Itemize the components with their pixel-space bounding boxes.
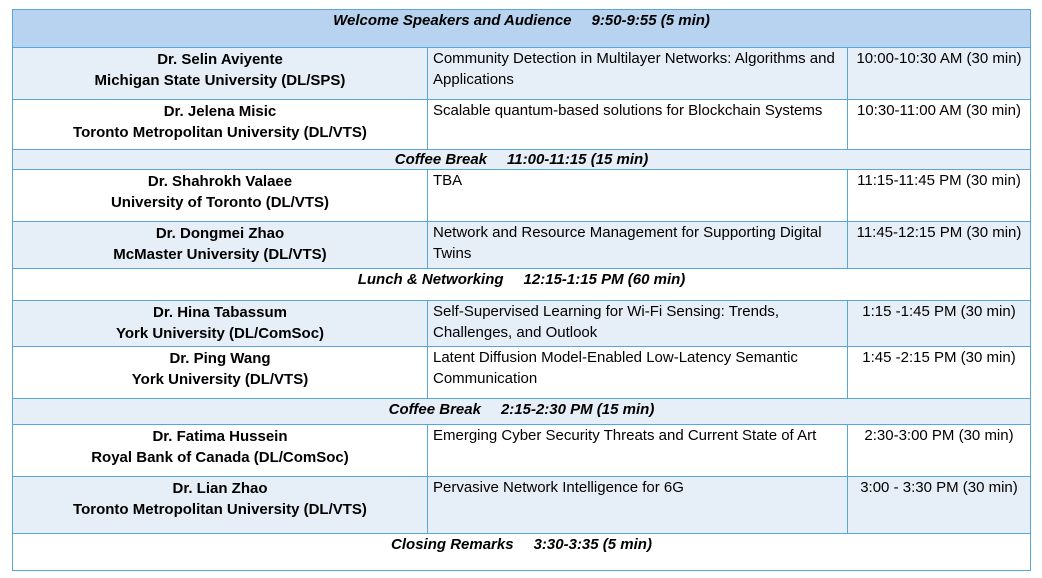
welcome-cell bbox=[13, 10, 1031, 48]
speaker-cell bbox=[13, 222, 428, 269]
lunch-row bbox=[13, 269, 1031, 301]
talk-time: 2:30-3:00 PM (30 min) bbox=[848, 425, 1031, 477]
speaker-affiliation: York University (DL/VTS) bbox=[131, 371, 309, 388]
coffee-break-cell bbox=[13, 399, 1031, 425]
speaker-cell bbox=[13, 301, 428, 347]
talk-time: 10:30-11:00 AM (30 min) bbox=[848, 100, 1031, 150]
table-row bbox=[13, 100, 1031, 150]
speaker-affiliation: Toronto Metropolitan University (DL/VTS) bbox=[73, 124, 367, 141]
speaker-cell bbox=[13, 100, 428, 150]
table-row bbox=[13, 477, 1031, 534]
speaker-name: Dr. Hina Tabassum bbox=[153, 304, 287, 321]
table-row bbox=[13, 425, 1031, 477]
speaker-affiliation: University of Toronto (DL/VTS) bbox=[110, 194, 330, 211]
talk-time: 1:45 -2:15 PM (30 min) bbox=[848, 347, 1031, 399]
welcome-label: Welcome Speakers and Audience bbox=[333, 12, 572, 29]
speaker-cell bbox=[13, 347, 428, 399]
speaker-cell bbox=[13, 170, 428, 222]
talk-time: 11:15-11:45 PM (30 min) bbox=[848, 170, 1031, 222]
closing-cell bbox=[13, 534, 1031, 571]
speaker-affiliation: Toronto Metropolitan University (DL/VTS) bbox=[73, 501, 367, 518]
speaker-affiliation: Royal Bank of Canada (DL/ComSoc) bbox=[91, 449, 349, 466]
coffee-break-time: 2:15-2:30 PM (15 min) bbox=[500, 401, 655, 418]
speaker-name: Dr. Fatima Hussein bbox=[152, 428, 288, 445]
speaker-affiliation: York University (DL/ComSoc) bbox=[115, 325, 325, 342]
welcome-time: 9:50-9:55 (5 min) bbox=[591, 12, 710, 29]
closing-label: Closing Remarks bbox=[391, 536, 514, 553]
speaker-name: Dr. Shahrokh Valaee bbox=[147, 173, 293, 190]
speaker-affiliation: McMaster University (DL/VTS) bbox=[113, 246, 327, 263]
table-row bbox=[13, 170, 1031, 222]
talk-title: Pervasive Network Intelligence for 6G bbox=[428, 477, 848, 534]
speaker-name: Dr. Selin Aviyente bbox=[157, 51, 283, 68]
closing-row bbox=[13, 534, 1031, 571]
talk-title: Emerging Cyber Security Threats and Current State of Art bbox=[428, 425, 848, 477]
talk-title: TBA bbox=[428, 170, 848, 222]
talk-title: Scalable quantum-based solutions for Blockchain Systems bbox=[428, 100, 848, 150]
talk-title: Self-Supervised Learning for Wi-Fi Sensing: Trends, Challenges, and Outlook bbox=[428, 301, 848, 347]
schedule-table bbox=[12, 9, 1031, 571]
table-row bbox=[13, 347, 1031, 399]
speaker-cell bbox=[13, 425, 428, 477]
table-row bbox=[13, 301, 1031, 347]
talk-time: 3:00 - 3:30 PM (30 min) bbox=[848, 477, 1031, 534]
lunch-time: 12:15-1:15 PM (60 min) bbox=[523, 271, 686, 288]
coffee-break-cell bbox=[13, 150, 1031, 170]
talk-time: 1:15 -1:45 PM (30 min) bbox=[848, 301, 1031, 347]
speaker-affiliation: Michigan State University (DL/SPS) bbox=[94, 72, 346, 89]
closing-time: 3:30-3:35 (5 min) bbox=[533, 536, 652, 553]
coffee-break-time: 11:00-11:15 (15 min) bbox=[507, 151, 649, 168]
speaker-name: Dr. Jelena Misic bbox=[163, 103, 277, 120]
speaker-name: Dr. Dongmei Zhao bbox=[155, 225, 285, 242]
lunch-cell bbox=[13, 269, 1031, 301]
speaker-name: Dr. Ping Wang bbox=[169, 350, 271, 367]
speaker-name: Dr. Lian Zhao bbox=[172, 480, 268, 497]
talk-time: 10:00-10:30 AM (30 min) bbox=[848, 48, 1031, 100]
talk-title: Network and Resource Management for Supporting Digital Twins bbox=[428, 222, 848, 269]
coffee-break-row bbox=[13, 150, 1031, 170]
coffee-break-label: Coffee Break bbox=[394, 151, 488, 168]
table-row bbox=[13, 222, 1031, 269]
coffee-break-label: Coffee Break bbox=[388, 401, 481, 418]
speaker-cell bbox=[13, 48, 428, 100]
talk-title: Community Detection in Multilayer Networks: Algorithms and Applications bbox=[428, 48, 848, 100]
welcome-row bbox=[13, 10, 1031, 48]
lunch-label: Lunch & Networking bbox=[357, 271, 504, 288]
talk-title: Latent Diffusion Model-Enabled Low-Latency Semantic Communication bbox=[428, 347, 848, 399]
speaker-cell bbox=[13, 477, 428, 534]
coffee-break-row bbox=[13, 399, 1031, 425]
talk-time: 11:45-12:15 PM (30 min) bbox=[848, 222, 1031, 269]
table-row bbox=[13, 48, 1031, 100]
